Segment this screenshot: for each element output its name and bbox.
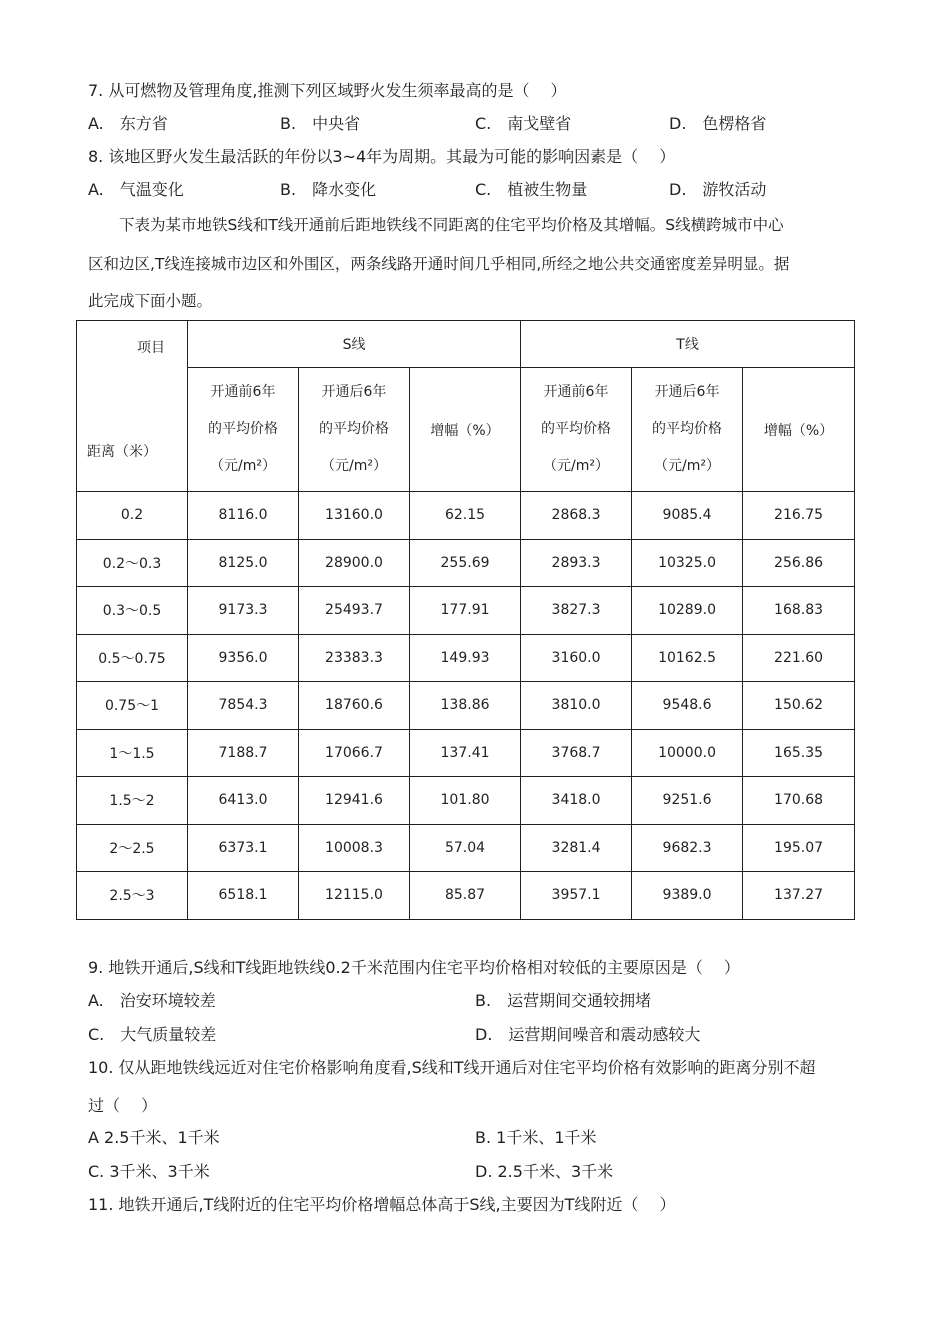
value-cell: 3957.1 — [521, 872, 632, 920]
value-cell: 3810.0 — [521, 682, 632, 730]
header-s-before-l1: 开通前6年 — [210, 384, 276, 401]
value-cell: 12941.6 — [299, 777, 410, 825]
question-8-option-d: D. 游牧活动 — [669, 180, 767, 199]
value-cell: 3160.0 — [521, 634, 632, 682]
table-row — [77, 587, 855, 635]
header-t-after-l1: 开通后6年 — [654, 384, 720, 401]
table-corner-cell — [77, 321, 188, 492]
distance-cell: 0.2 — [77, 492, 188, 540]
table-row — [77, 682, 855, 730]
value-cell: 177.91 — [410, 587, 521, 635]
value-cell: 255.69 — [410, 539, 521, 587]
value-cell: 195.07 — [743, 824, 855, 872]
distance-cell: 1～1.5 — [77, 729, 188, 777]
value-cell: 9548.6 — [632, 682, 743, 730]
distance-cell: 0.5～0.75 — [77, 634, 188, 682]
value-cell: 9682.3 — [632, 824, 743, 872]
header-s-after-l1: 开通后6年 — [321, 384, 387, 401]
question-9-option-b: B. 运营期间交通较拥堵 — [475, 991, 652, 1010]
value-cell: 2893.3 — [521, 539, 632, 587]
corner-label-distance: 距离（米） — [87, 444, 157, 460]
table-row — [77, 777, 855, 825]
value-cell: 7854.3 — [188, 682, 299, 730]
question-7-option-a: A. 东方省 — [88, 114, 168, 133]
value-cell: 168.83 — [743, 587, 855, 635]
distance-cell: 1.5～2 — [77, 777, 188, 825]
value-cell: 17066.7 — [299, 729, 410, 777]
value-cell: 6373.1 — [188, 824, 299, 872]
value-cell: 10162.5 — [632, 634, 743, 682]
group-header-s: S线 — [188, 321, 521, 368]
question-8-option-a: A. 气温变化 — [88, 180, 184, 199]
value-cell: 137.27 — [743, 872, 855, 920]
distance-cell: 2.5～3 — [77, 872, 188, 920]
header-t-before-l3: （元/m²） — [543, 458, 610, 475]
value-cell: 10000.0 — [632, 729, 743, 777]
value-cell: 9389.0 — [632, 872, 743, 920]
value-cell: 10325.0 — [632, 539, 743, 587]
value-cell: 216.75 — [743, 492, 855, 540]
question-7-option-d: D. 色楞格省 — [669, 114, 767, 133]
header-t-after-l2: 的平均价格 — [652, 421, 723, 438]
header-t-after — [632, 368, 743, 492]
value-cell: 6413.0 — [188, 777, 299, 825]
header-s-increase: 增幅（%） — [410, 368, 521, 492]
value-cell: 57.04 — [410, 824, 521, 872]
intro-line-3: 此完成下面小题。 — [88, 292, 213, 310]
header-t-before — [521, 368, 632, 492]
value-cell: 3281.4 — [521, 824, 632, 872]
value-cell: 12115.0 — [299, 872, 410, 920]
value-cell: 170.68 — [743, 777, 855, 825]
value-cell: 8125.0 — [188, 539, 299, 587]
corner-label-item: 项目 — [137, 340, 165, 356]
header-t-after-l3: （元/m²） — [654, 458, 721, 475]
table-row — [77, 872, 855, 920]
table-row — [77, 824, 855, 872]
distance-cell: 0.75～1 — [77, 682, 188, 730]
value-cell: 13160.0 — [299, 492, 410, 540]
question-7-option-c: C. 南戈壁省 — [475, 114, 572, 133]
question-8-stem: 8. 该地区野火发生最活跃的年份以3~4年为周期。其最为可能的影响因素是（ ） — [88, 147, 676, 166]
question-9-option-d: D. 运营期间噪音和震动感较大 — [475, 1025, 701, 1044]
table-row — [77, 729, 855, 777]
value-cell: 6518.1 — [188, 872, 299, 920]
value-cell: 3827.3 — [521, 587, 632, 635]
question-10-stem-line-1: 10. 仅从距地铁线远近对住宅价格影响角度看,S线和T线开通后对住宅平均价格有效影响的距离分别不超 — [88, 1058, 816, 1077]
question-10-option-d: D. 2.5千米、3千米 — [475, 1162, 614, 1181]
value-cell: 7188.7 — [188, 729, 299, 777]
value-cell: 3768.7 — [521, 729, 632, 777]
value-cell: 165.35 — [743, 729, 855, 777]
question-8-option-b: B. 降水变化 — [280, 180, 377, 199]
header-s-before-l2: 的平均价格 — [208, 421, 278, 438]
header-t-before-l1: 开通前6年 — [543, 384, 609, 401]
table-row — [77, 539, 855, 587]
header-s-after-l3: （元/m²） — [321, 458, 387, 475]
value-cell: 9085.4 — [632, 492, 743, 540]
value-cell: 9356.0 — [188, 634, 299, 682]
value-cell: 10008.3 — [299, 824, 410, 872]
value-cell: 28900.0 — [299, 539, 410, 587]
distance-cell: 0.3～0.5 — [77, 587, 188, 635]
value-cell: 2868.3 — [521, 492, 632, 540]
header-t-increase: 增幅（%） — [743, 368, 855, 492]
intro-line-2: 区和边区,T线连接城市边区和外围区，两条线路开通时间几乎相同,所经之地公共交通密度差异明显。据 — [88, 255, 790, 273]
question-9-option-a: A. 治安环境较差 — [88, 991, 216, 1010]
header-s-after — [299, 368, 410, 492]
header-s-before-l3: （元/m²） — [210, 458, 276, 475]
question-7-option-b: B. 中央省 — [280, 114, 361, 133]
value-cell: 137.41 — [410, 729, 521, 777]
value-cell: 62.15 — [410, 492, 521, 540]
question-10-option-c: C. 3千米、3千米 — [88, 1162, 210, 1181]
table-row — [77, 492, 855, 540]
value-cell: 149.93 — [410, 634, 521, 682]
value-cell: 138.86 — [410, 682, 521, 730]
value-cell: 23383.3 — [299, 634, 410, 682]
question-9-option-c: C. 大气质量较差 — [88, 1025, 217, 1044]
value-cell: 10289.0 — [632, 587, 743, 635]
question-11-stem: 11. 地铁开通后,T线附近的住宅平均价格增幅总体高于S线,主要因为T线附近（ ） — [88, 1195, 676, 1214]
value-cell: 8116.0 — [188, 492, 299, 540]
header-s-before — [188, 368, 299, 492]
value-cell: 85.87 — [410, 872, 521, 920]
value-cell: 221.60 — [743, 634, 855, 682]
distance-cell: 0.2～0.3 — [77, 539, 188, 587]
price-table — [76, 320, 855, 920]
question-7-stem: 7. 从可燃物及管理角度,推测下列区域野火发生须率最高的是（ ） — [88, 81, 567, 100]
question-10-option-b: B. 1千米、1千米 — [475, 1128, 597, 1147]
question-10-stem-line-2: 过（ ） — [88, 1096, 158, 1115]
value-cell: 25493.7 — [299, 587, 410, 635]
intro-line-1: 下表为某市地铁S线和T线开通前后距地铁线不同距离的住宅平均价格及其增幅。S线横跨城市中心 — [88, 216, 784, 234]
header-s-after-l2: 的平均价格 — [319, 421, 389, 438]
question-9-stem: 9. 地铁开通后,S线和T线距地铁线0.2千米范围内住宅平均价格相对较低的主要原因是（ ） — [88, 958, 740, 977]
header-t-before-l2: 的平均价格 — [541, 421, 612, 438]
value-cell: 3418.0 — [521, 777, 632, 825]
table-row — [77, 634, 855, 682]
question-10-option-a: A 2.5千米、1千米 — [88, 1128, 220, 1147]
value-cell: 9251.6 — [632, 777, 743, 825]
group-header-t: T线 — [521, 321, 855, 368]
question-8-option-c: C. 植被生物量 — [475, 180, 588, 199]
value-cell: 150.62 — [743, 682, 855, 730]
value-cell: 256.86 — [743, 539, 855, 587]
value-cell: 9173.3 — [188, 587, 299, 635]
value-cell: 18760.6 — [299, 682, 410, 730]
distance-cell: 2～2.5 — [77, 824, 188, 872]
value-cell: 101.80 — [410, 777, 521, 825]
